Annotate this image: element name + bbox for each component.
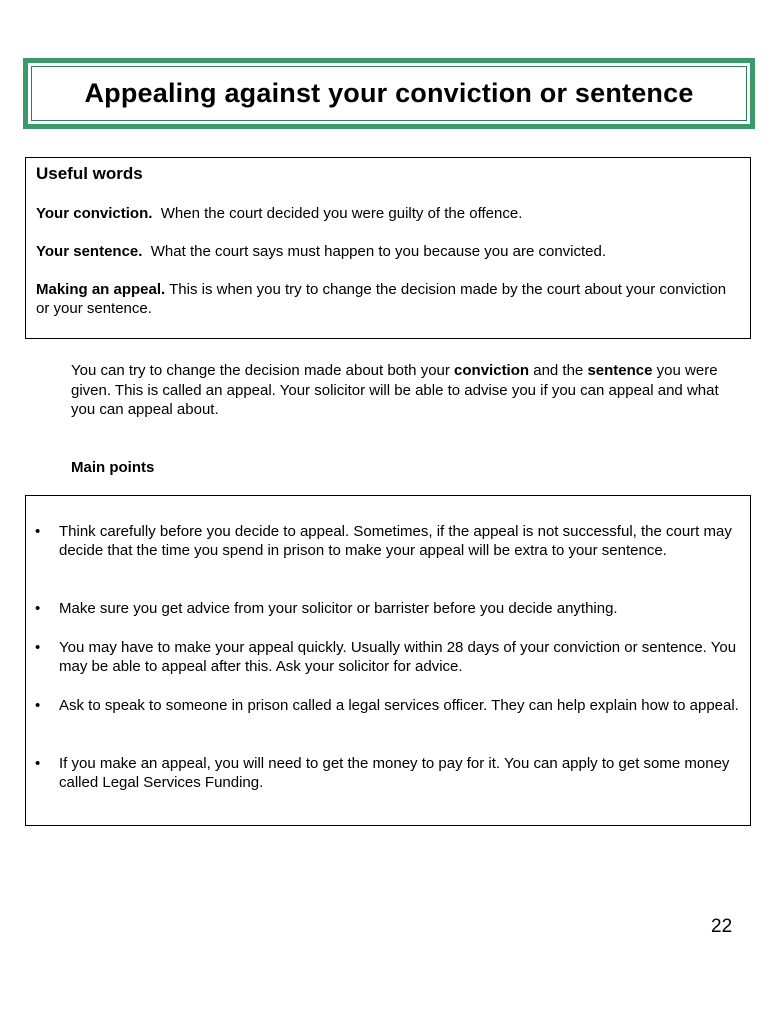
intro-bold-conviction: conviction — [454, 362, 530, 379]
definition-text: When the court decided you were guilty of the offence. — [160, 205, 523, 222]
bullet-icon: • — [35, 639, 41, 656]
definition-term: Making an appeal. — [36, 281, 166, 298]
page-title: Appealing against your conviction or sentence — [84, 78, 694, 108]
intro-text: and the — [529, 362, 588, 379]
page-number: 22 — [711, 916, 733, 937]
intro-bold-sentence: sentence — [587, 362, 653, 379]
list-item-text: You may have to make your appeal quickly. Usually within 28 days of your conviction or sentence. You may be able to appeal after this. Ask your solicitor for advice. — [59, 639, 737, 676]
list-item-text: Ask to speak to someone in prison called a legal services officer. They can help explain how to appeal. — [59, 697, 739, 714]
list-item-text: Think carefully before you decide to appeal. Sometimes, if the appeal is not successful, the court may decide that the time you spend in prison to make your appeal will be extra to your sentence. — [59, 523, 732, 560]
intro-text: you were given. This is called an appeal. Your solicitor will be able to advise you if you can appeal and what you can appeal about. — [71, 362, 719, 418]
definition-sentence — [36, 242, 736, 261]
definition-conviction — [36, 204, 736, 223]
definition-appeal — [36, 280, 736, 318]
bullet-icon: • — [35, 697, 41, 714]
intro-text: You can try to change the decision made about both your — [71, 362, 455, 379]
intro-paragraph — [71, 361, 731, 420]
definition-text: This is when you try to change the decision made by the court about your conviction or your sentence. — [36, 281, 727, 317]
definition-term: Your sentence. — [36, 243, 143, 260]
main-points-heading: Main points — [71, 459, 155, 476]
list-item-text: If you make an appeal, you will need to get the money to pay for it. You can apply to get some money called Legal Services Funding. — [59, 755, 730, 792]
bullet-icon: • — [35, 755, 41, 772]
definition-term: Your conviction. — [36, 205, 153, 222]
bullet-icon: • — [35, 600, 41, 617]
list-item-text: Make sure you get advice from your solicitor or barrister before you decide anything. — [59, 600, 618, 617]
main-points-box — [25, 495, 751, 826]
useful-words-heading: Useful words — [36, 164, 143, 183]
definition-text: What the court says must happen to you because you are convicted. — [150, 243, 607, 260]
bullet-icon: • — [35, 523, 41, 540]
useful-words-box — [25, 157, 751, 339]
title-box — [23, 58, 755, 129]
